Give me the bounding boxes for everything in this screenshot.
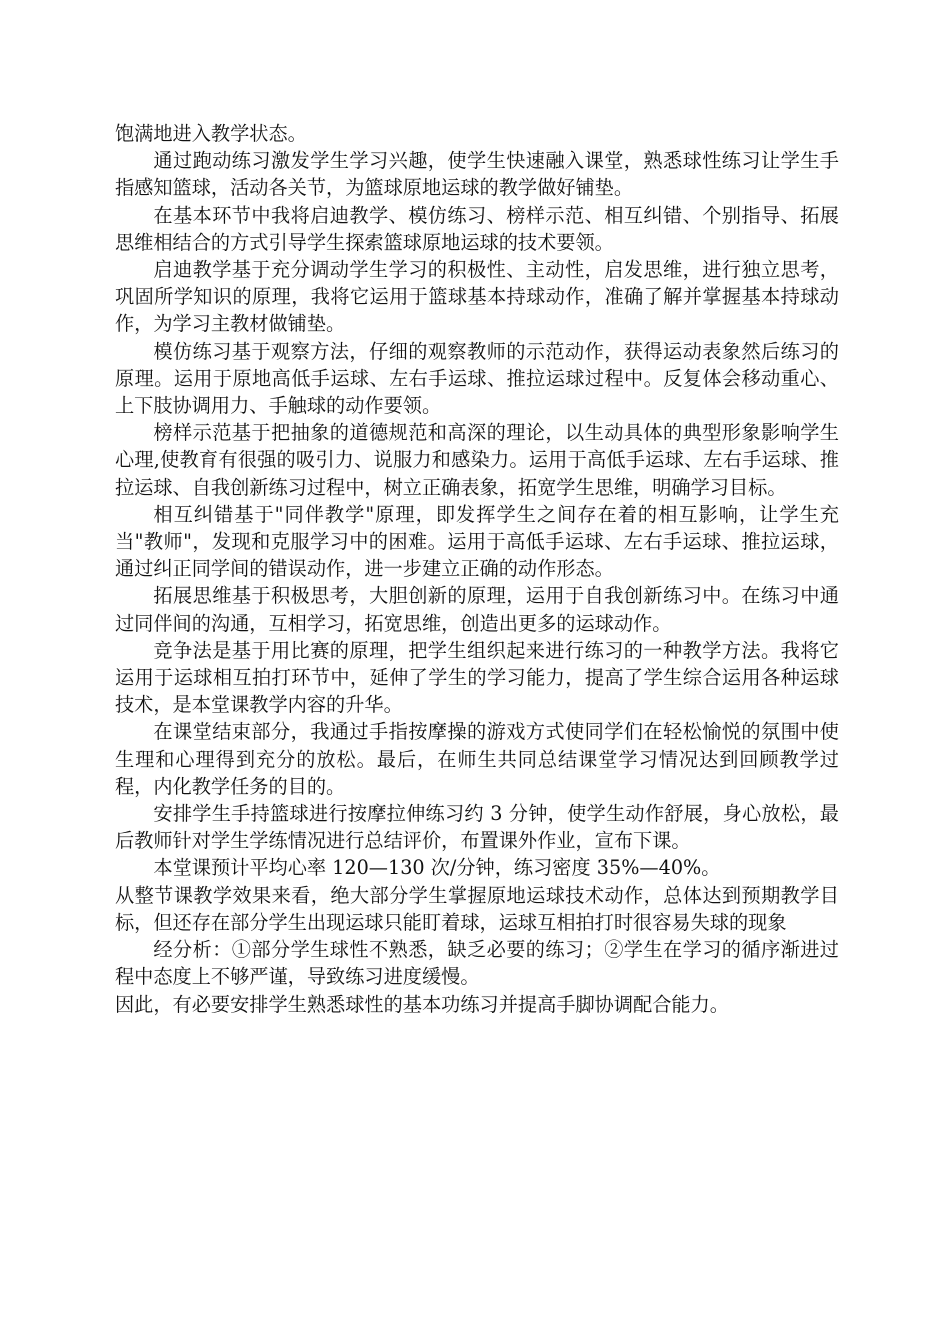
paragraph-9: 竞争法是基于用比赛的原理，把学生组织起来进行练习的一种教学方法。我将它运用于运球相互拍打环节中，延伸了学生的学习能力，提高了学生综合运用各种运球技术，是本堂课教学内容的升华。 [115, 638, 839, 717]
paragraph-13: 从整节课教学效果来看，绝大部分学生掌握原地运球技术动作，总体达到预期教学目标，但还存在部分学生出现运球只能盯着球，运球互相拍打时很容易失球的现象 [115, 883, 839, 934]
paragraph-4: 启迪教学基于充分调动学生学习的积极性、主动性，启发思维，进行独立思考，巩固所学知识的原理，我将它运用于篮球基本持球动作，准确了解并掌握基本持球动作，为学习主教材做铺垫。 [115, 258, 839, 336]
paragraph-10: 在课堂结束部分，我通过手指按摩操的游戏方式使同学们在轻松愉悦的氛围中使生理和心理得到充分的放松。最后，在师生共同总结课堂学习情况达到回顾教学过程，内化教学任务的目的。 [115, 720, 839, 798]
paragraph-12: 本堂课预计平均心率 120—130 次/分钟，练习密度 35%—40%。 [153, 856, 721, 880]
paragraph-1: 饱满地进入教学状态。 [115, 122, 307, 145]
paragraph-8: 拓展思维基于积极思考，大胆创新的原理，运用于自我创新练习中。在练习中通过同伴间的沟通，互相学习，拓宽思维，创造出更多的运球动作。 [115, 584, 839, 635]
paragraph-15: 因此，有必要安排学生熟悉球性的基本功练习并提高手脚协调配合能力。 [115, 992, 729, 1016]
paragraph-3: 在基本环节中我将启迪教学、模仿练习、榜样示范、相互纠错、个别指导、拓展思维相结合的方式引导学生探索篮球原地运球的技术要领。 [115, 203, 839, 254]
paragraph-5: 模仿练习基于观察方法，仔细的观察教师的示范动作，获得运动表象然后练习的原理。运用于原地高低手运球、左右手运球、推拉运球过程中。反复体会移动重心、上下肢协调用力、手触球的动作要领。 [115, 339, 839, 418]
document-body [115, 120, 839, 1018]
paragraph-7: 相互纠错基于"同伴教学"原理，即发挥学生之间存在着的相互影响，让学生充当"教师"，发现和克服学习中的困难。运用于高低手运球、左右手运球、推拉运球，通过纠正同学间的错误动作，进一步建立正确的动作形态。 [115, 502, 839, 581]
paragraph-14: 经分析：①部分学生球性不熟悉，缺乏必要的练习；②学生在学习的循序渐进过程中态度上不够严谨，导致练习进度缓慢。 [115, 938, 839, 989]
paragraph-6: 榜样示范基于把抽象的道德规范和高深的理论，以生动具体的典型形象影响学生心理,使教育有很强的吸引力、说服力和感染力。运用于高低手运球、左右手运球、推拉运球、自我创新练习过程中，树立正确表象，拓宽学生思维，明确学习目标。 [115, 421, 839, 499]
paragraph-11: 安排学生手持篮球进行按摩拉伸练习约 3 分钟，使学生动作舒展，身心放松，最后教师针对学生学练情况进行总结评价，布置课外作业，宣布下课。 [115, 802, 839, 853]
paragraph-2: 通过跑动练习激发学生学习兴趣，使学生快速融入课堂，熟悉球性练习让学生手指感知篮球，活动各关节，为篮球原地运球的教学做好铺垫。 [115, 149, 839, 200]
